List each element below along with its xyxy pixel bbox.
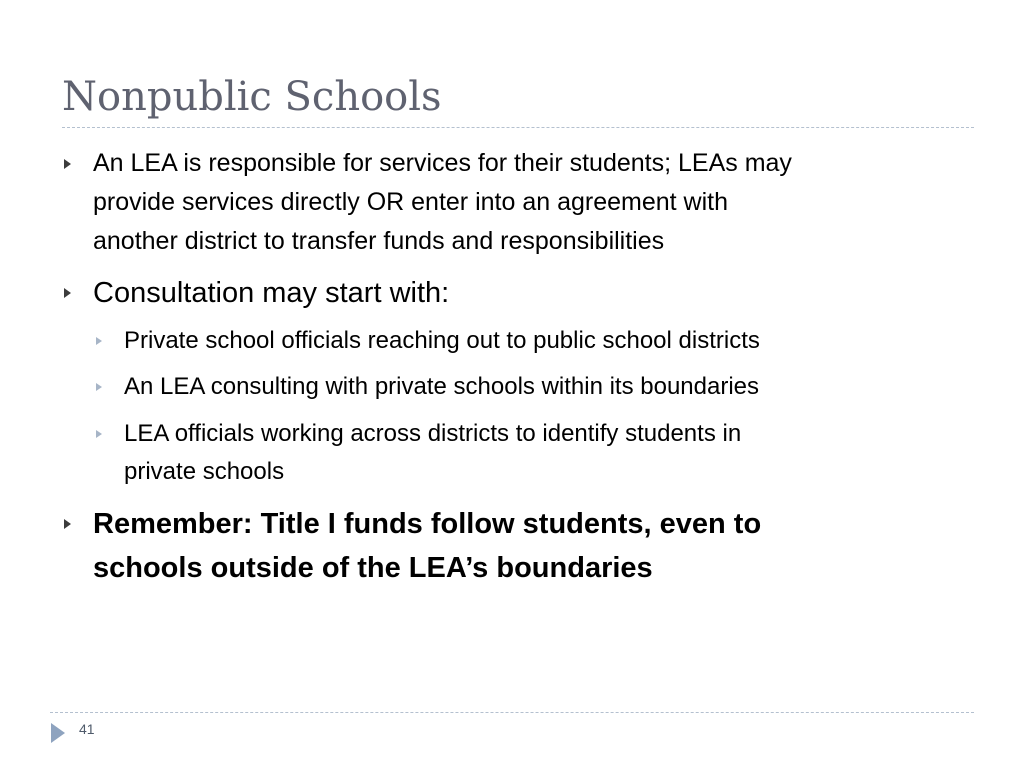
bullet-1-line-2: provide services directly OR enter into an agreement with (93, 188, 729, 216)
sub-bullet-arrow-icon (96, 430, 102, 438)
slide-title: Nonpublic Schools (62, 74, 442, 120)
sub-bullet-3-line-1: LEA officials working across districts to identify students in (124, 420, 742, 447)
footer-divider (50, 712, 974, 713)
bullet-3-line-1: Remember: Title I funds follow students, even to (93, 508, 762, 540)
bullet-arrow-icon (64, 159, 71, 169)
bullet-arrow-icon (64, 519, 71, 529)
bullet-arrow-icon (64, 288, 71, 298)
sub-bullet-arrow-icon (96, 383, 102, 391)
sub-bullet-2: An LEA consulting with private schools within its boundaries (124, 373, 760, 400)
title-divider (62, 127, 974, 128)
bullet-1-line-1: An LEA is responsible for services for their students; LEAs may (93, 149, 792, 177)
sub-bullet-1: Private school officials reaching out to public school districts (124, 327, 760, 354)
footer-triangle-icon (51, 723, 65, 743)
page-number: 41 (79, 721, 95, 737)
sub-bullet-3-line-2: private schools (124, 458, 285, 485)
bullet-1-line-3: another district to transfer funds and responsibilities (93, 227, 665, 255)
bullet-2-line-1: Consultation may start with: (93, 277, 450, 309)
bullet-3-line-2: schools outside of the LEA’s boundaries (93, 552, 653, 584)
sub-bullet-arrow-icon (96, 337, 102, 345)
